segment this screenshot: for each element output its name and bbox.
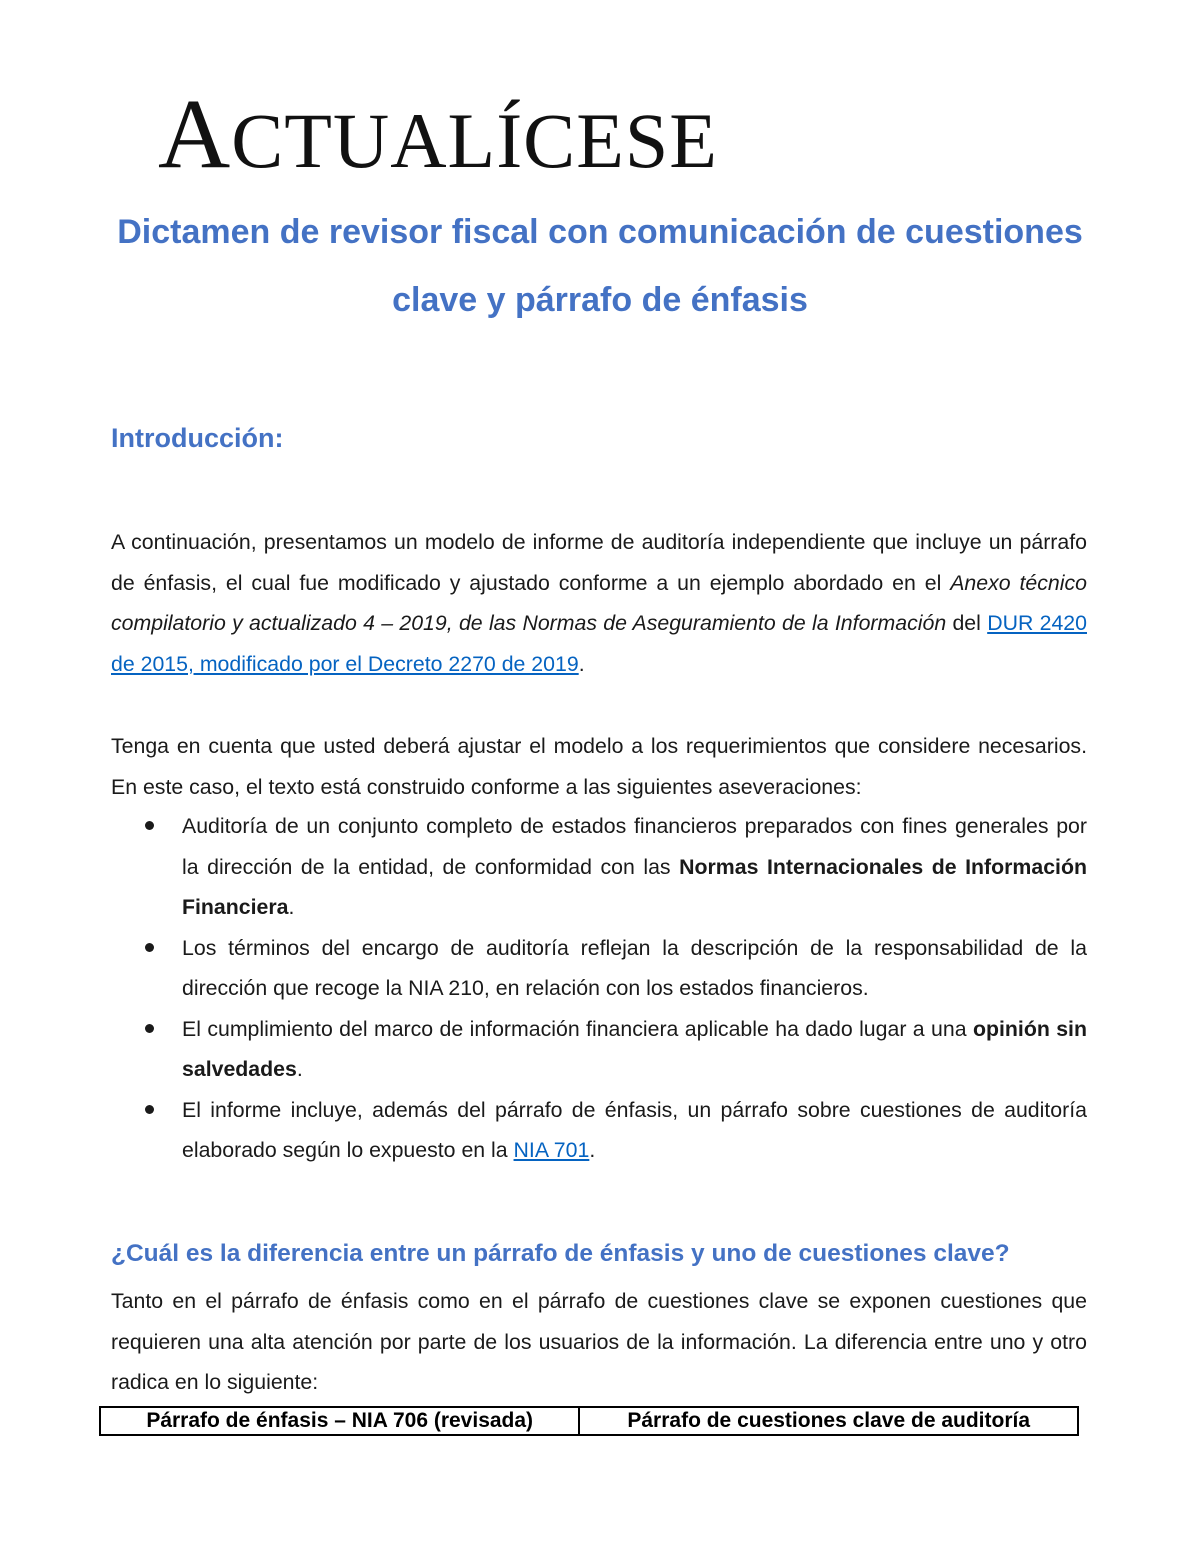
table-header-key-matters: Párrafo de cuestiones clave de auditoría <box>579 1407 1078 1435</box>
dur-2420-link[interactable]: DUR 2420 de 2015, modificado por el Decreto 2270 de 2019 <box>111 611 1087 676</box>
nia-701-link[interactable]: NIA 701 <box>513 1138 590 1162</box>
bullet-2-text: Los términos del encargo de auditoría reflejan la descripción de la responsabilidad de la dirección que recoge la NIA 210, en relación con los estados financieros. <box>182 935 1087 1000</box>
logo-rest: CTUALÍCESE <box>231 97 718 184</box>
bullet-1-text: Auditoría de un conjunto completo de estados financieros preparados con fines generales por la dirección de la entidad, de conformidad con las <box>182 814 1087 879</box>
logo-first-letter: A <box>158 78 232 189</box>
list-item <box>111 1009 1087 1090</box>
table-header-row <box>100 1407 1078 1435</box>
assertions-list <box>111 806 1087 1171</box>
intro-heading: Introducción: <box>111 423 284 453</box>
bullet-icon <box>145 943 154 952</box>
intro-p1-end: . <box>578 651 585 676</box>
bullet-icon <box>145 821 154 830</box>
bullet-3-after: . <box>296 1057 303 1081</box>
bullet-3-bold: opinión sin salvedades <box>182 1016 1087 1081</box>
bullet-3-text: El cumplimiento del marco de información financiera aplicable ha dado lugar a una <box>182 1016 973 1041</box>
difference-paragraph: Tanto en el párrafo de énfasis como en el párrafo de cuestiones clave se exponen cuestiones que requieren una alta atención por parte de los usuarios de la información. La diferencia entre uno y otro radica en lo siguiente: <box>111 1289 1087 1394</box>
actualicese-logo <box>158 78 718 189</box>
bullet-1-bold: Normas Internacionales de Información Financiera <box>182 854 1087 919</box>
bullet-1-after: . <box>288 895 295 919</box>
intro-p1-italic: Anexo técnico compilatorio y actualizado 4 – 2019, de las Normas de Aseguramiento de la Información <box>111 570 1087 635</box>
bullet-icon <box>145 1024 154 1033</box>
intro-paragraph-1 <box>111 522 1087 684</box>
intro-p1-text: A continuación, presentamos un modelo de informe de auditoría independiente que incluye un párrafo de énfasis, el cual fue modificado y ajustado conforme a un ejemplo abordado en el <box>111 530 1087 595</box>
bullet-4-text: El informe incluye, además del párrafo de énfasis, un párrafo sobre cuestiones de auditoría elaborado según lo expuesto en la <box>182 1097 1087 1162</box>
list-item <box>111 806 1087 928</box>
bullet-icon <box>145 1105 154 1114</box>
comparison-table <box>99 1406 1079 1436</box>
intro-paragraph-2: Tenga en cuenta que usted deberá ajustar el modelo a los requerimientos que considere necesarios. En este caso, el texto está construido conforme a las siguientes aseveraciones: <box>111 734 1087 799</box>
bullet-4-after: . <box>589 1138 596 1162</box>
document-title: Dictamen de revisor fiscal con comunicación de cuestiones clave y párrafo de énfasis <box>117 213 1083 319</box>
table-header-emphasis: Párrafo de énfasis – NIA 706 (revisada) <box>100 1407 579 1435</box>
list-item <box>111 928 1087 1009</box>
difference-heading: ¿Cuál es la diferencia entre un párrafo de énfasis y uno de cuestiones clave? <box>111 1240 1010 1267</box>
list-item <box>111 1090 1087 1171</box>
intro-p1-middle: del <box>946 611 988 635</box>
